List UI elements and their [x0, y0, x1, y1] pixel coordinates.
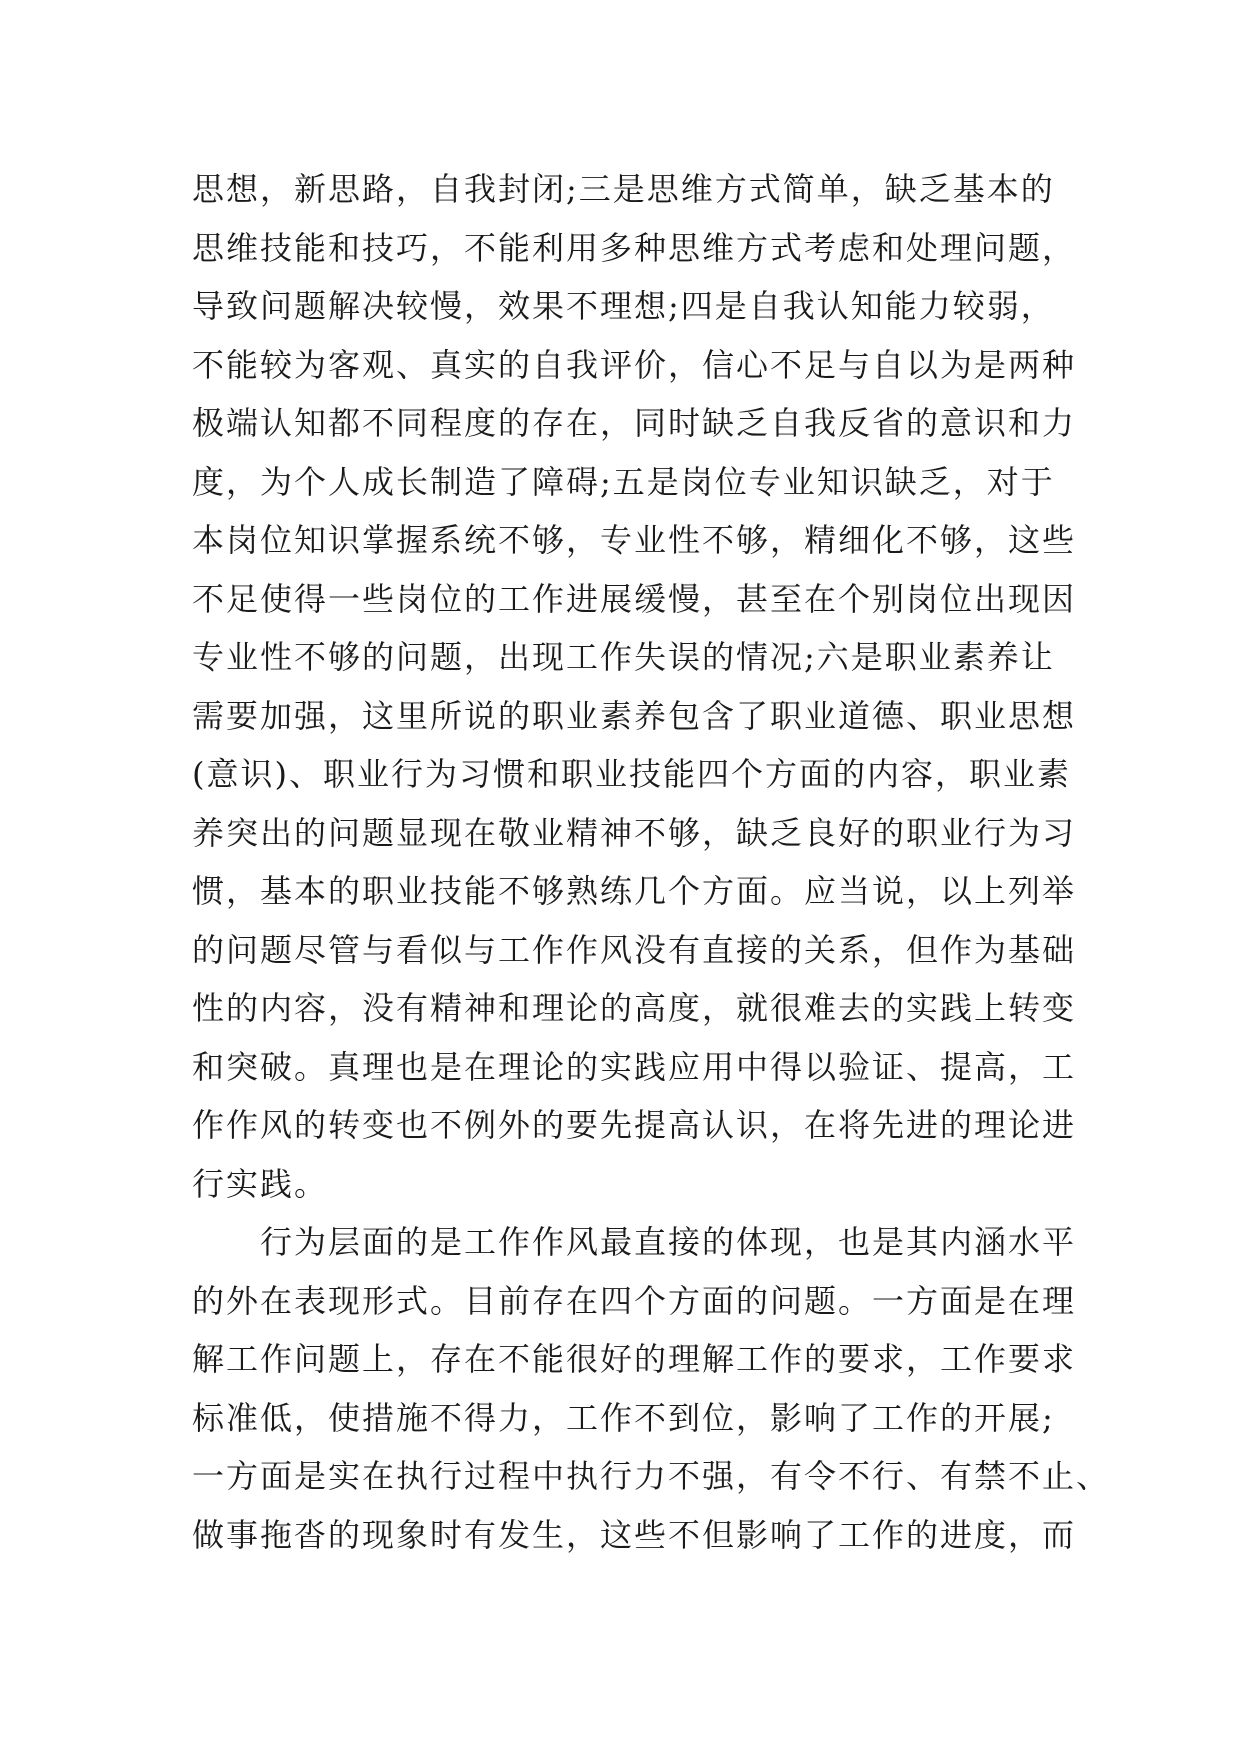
text-line: 行实践。 — [192, 1164, 329, 1203]
text-line: 思想，新思路，自我封闭;三是思维方式简单，缺乏基本的 — [192, 170, 1055, 208]
text-line: 不能较为客观、真实的自我评价，信心不足与自以为是两种 — [192, 345, 1077, 384]
text-line: 和突破。真理也是在理论的实践应用中得以验证、提高，工 — [192, 1047, 1077, 1086]
text-line: (意识)、职业行为习惯和职业技能四个方面的内容，职业素 — [192, 755, 1071, 793]
paragraph-first-line: 行为层面的是工作作风最直接的体现，也是其内涵水平 — [260, 1223, 1077, 1261]
text-line: 惯，基本的职业技能不够熟练几个方面。应当说，以上列举 — [192, 872, 1077, 910]
text-line: 一方面是实在执行过程中执行力不强，有令不行、有禁不止、 — [192, 1457, 1111, 1495]
text-line: 度，为个人成长制造了障碍;五是岗位专业知识缺乏，对于 — [192, 462, 1055, 501]
text-line: 养突出的问题显现在敬业精神不够，缺乏良好的职业行为习 — [192, 813, 1077, 852]
text-line: 思维技能和技巧，不能利用多种思维方式考虑和处理问题， — [192, 228, 1077, 267]
text-line: 需要加强，这里所说的职业素养包含了职业道德、职业思想 — [192, 696, 1077, 735]
text-line: 本岗位知识掌握系统不够，专业性不够，精细化不够，这些 — [192, 521, 1077, 559]
text-line: 作作风的转变也不例外的要先提高认识，在将先进的理论进 — [192, 1106, 1077, 1144]
body-text — [192, 160, 1111, 1564]
text-line: 的问题尽管与看似与工作作风没有直接的关系，但作为基础 — [192, 930, 1077, 969]
text-line: 专业性不够的问题，出现工作失误的情况;六是职业素养让 — [192, 638, 1055, 676]
text-line: 性的内容，没有精神和理论的高度，就很难去的实践上转变 — [192, 989, 1077, 1027]
text-line: 标准低，使措施不得力，工作不到位，影响了工作的开展; — [192, 1398, 1055, 1437]
text-line: 导致问题解决较慢，效果不理想;四是自我认知能力较弱， — [192, 287, 1055, 325]
text-line: 做事拖沓的现象时有发生，这些不但影响了工作的进度，而 — [192, 1515, 1077, 1554]
text-line: 解工作问题上，存在不能很好的理解工作的要求，工作要求 — [192, 1340, 1077, 1378]
text-line: 的外在表现形式。目前存在四个方面的问题。一方面是在理 — [192, 1281, 1077, 1320]
text-line: 极端认知都不同程度的存在，同时缺乏自我反省的意识和力 — [192, 404, 1077, 442]
text-line: 不足使得一些岗位的工作进展缓慢，甚至在个别岗位出现因 — [192, 579, 1077, 618]
